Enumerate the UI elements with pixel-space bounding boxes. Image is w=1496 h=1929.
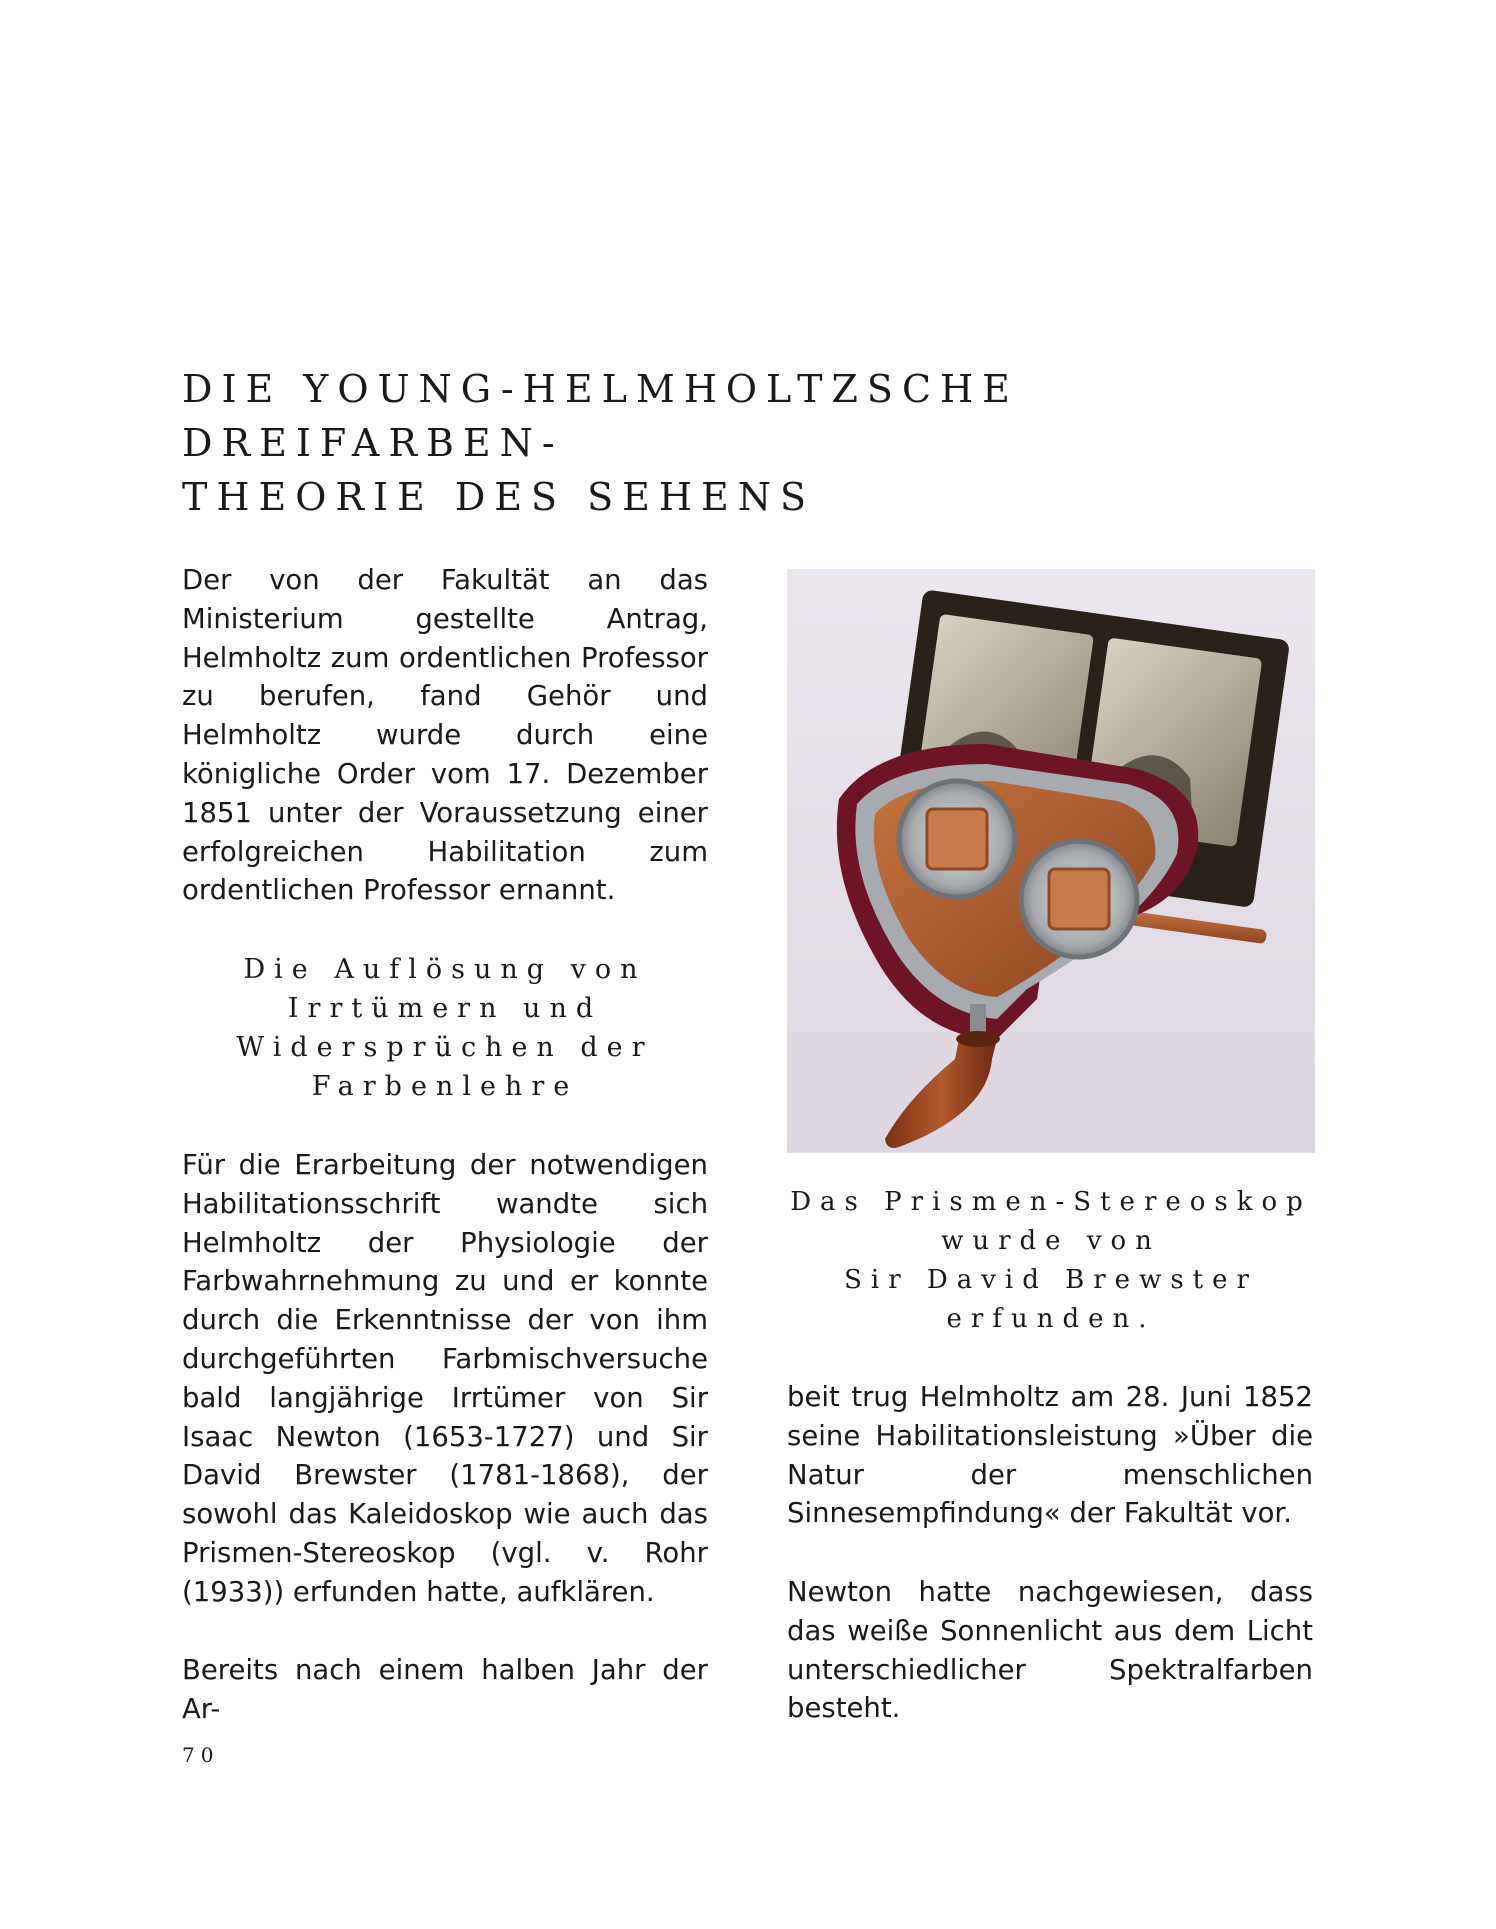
chapter-title [182,362,1332,524]
paragraph-text: Newton hatte nachgewiesen, dass das weiße Sonnenlicht aus dem Licht unterschiedlicher Spektralfarben besteht. [787,1576,1313,1725]
paragraph-text: Für die Erarbeitung der notwendigen Habilitationsschrift wandte sich Helmholtz der Physiologie der Farbwahrnehmung zu und er konnte durch die Erkenntnisse der von ihm durchgeführten Farbmischversuche bald langjährige Irrtümer von Sir Isaac Newton (1653-1727) und Sir David Brewster (1781-1868), der sowohl das Kaleidoskop wie auch das Prismen-Stereoskop (vgl. v. Rohr (1933)) erfunden hatte, aufklären. [182,1149,708,1608]
paragraph-appointment [182,561,708,910]
paragraph-newton [787,1573,1313,1728]
photo-caption [787,1183,1315,1339]
caption-line-3: Sir David Brewster [844,1265,1258,1295]
section-subheading [182,950,708,1106]
paragraph-text: beit trug Helmholtz am 28. Juni 1852 seine Habilitationsleistung »Über die Natur der menschlichen Sinnesempfindung« der Fakultät vor. [787,1381,1313,1530]
chapter-title-line-1: DIE YOUNG-HELMHOLTZSCHE DREIFARBEN- [182,367,1019,465]
subheading-line-3: Widersprüchen der [236,1032,654,1063]
subheading-line-2: Irrtümern und [287,993,603,1024]
paragraph-text: Bereits nach einem halben Jahr der Ar- [182,1654,708,1725]
caption-line-1: Das Prismen-Stereoskop [790,1187,1312,1217]
subheading-line-1: Die Auflösung von [243,954,647,985]
stereoscope-photo [787,569,1315,1153]
chapter-title-line-2: THEORIE DES SEHENS [182,475,816,519]
caption-line-4: erfunden. [946,1304,1156,1334]
paragraph-continued-end [787,1378,1313,1533]
caption-line-2: wurde von [941,1226,1161,1256]
paragraph-continued-start [182,1651,708,1729]
paragraph-text: Der von der Fakultät an das Ministerium gestellte Antrag, Helmholtz zum ordentlichen Professor zu berufen, fand Gehör und Helmholtz wurde durch eine königliche Order vom 17. Dezember 1851 unter der Voraussetzung einer erfolgreichen Habilitation zum ordentlichen Professor ernannt. [182,564,708,907]
page-number: 70 [182,1743,220,1767]
paragraph-habilitation-research [182,1146,708,1612]
stereoscope-illustration [787,569,1315,1153]
subheading-line-4: Farbenlehre [311,1071,579,1102]
